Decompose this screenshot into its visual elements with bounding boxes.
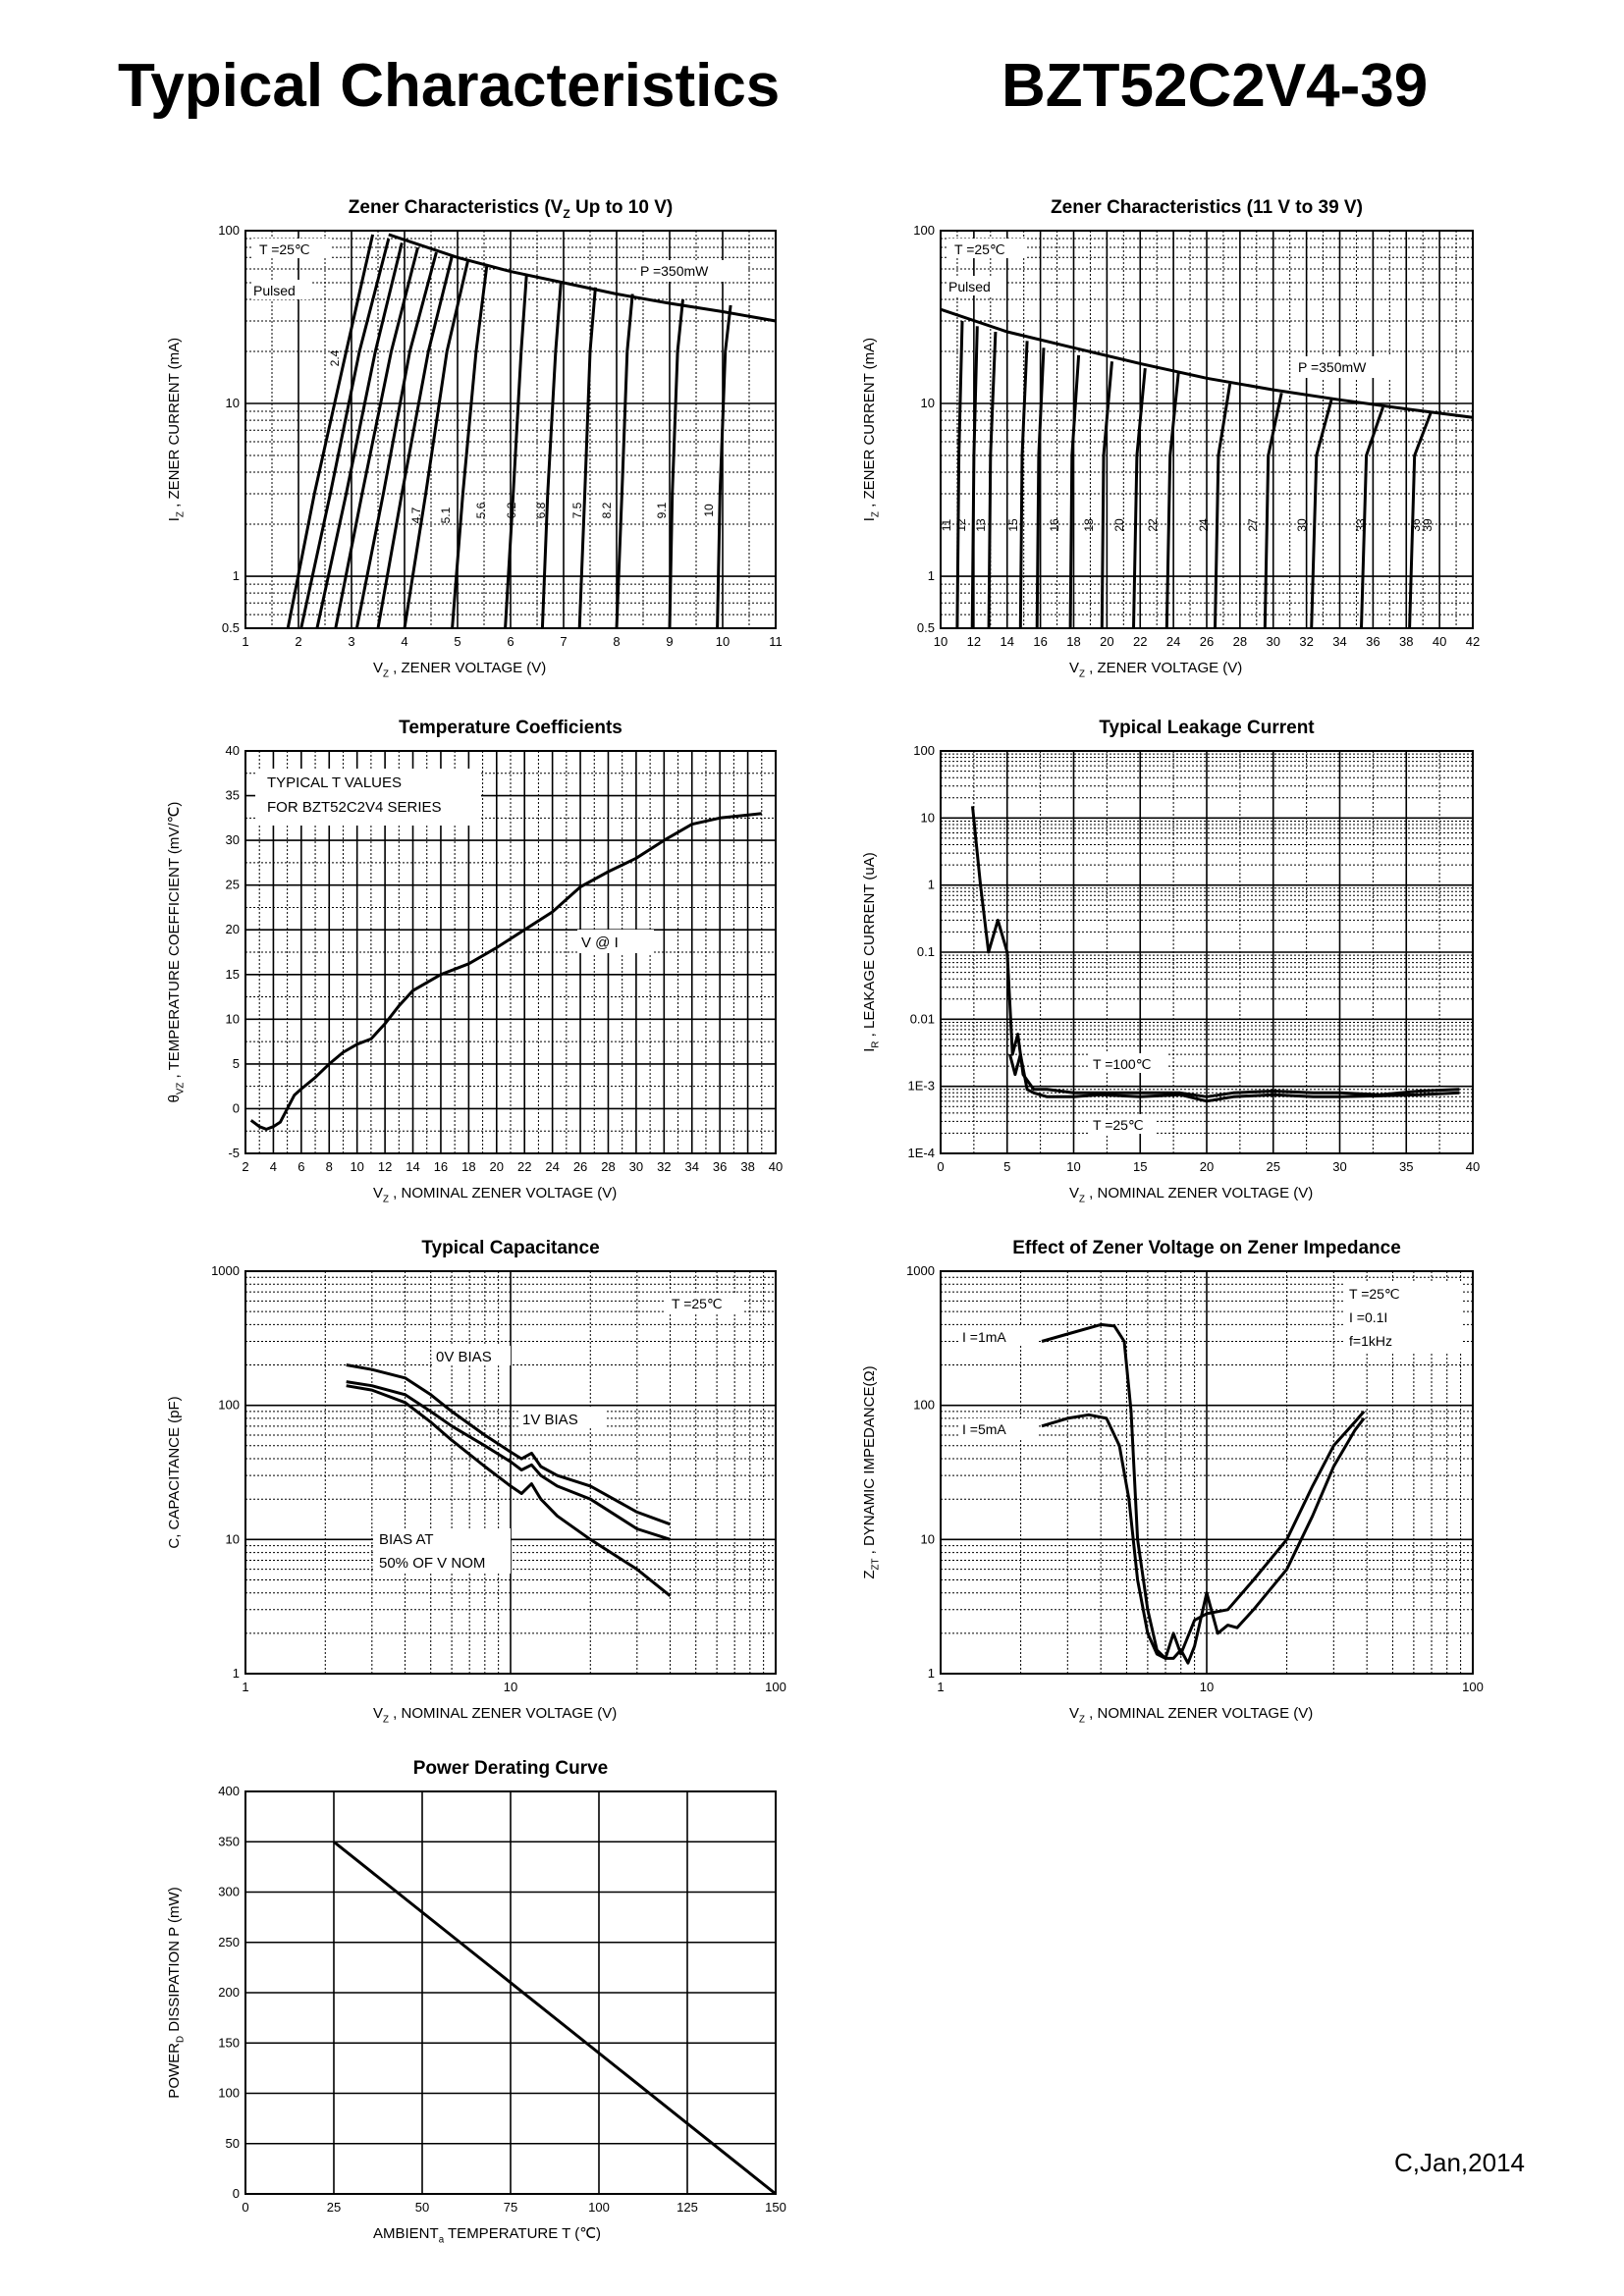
y-tick-label: 0.1: [916, 944, 935, 959]
x-tick-label: 22: [516, 1159, 532, 1174]
y-tick-label: 1E-4: [907, 1146, 935, 1160]
voltage-label: 39: [1421, 518, 1435, 532]
y-tick-label: 15: [225, 966, 240, 982]
x-tick-label: 10: [503, 1680, 518, 1694]
y-tick-label: 250: [218, 1934, 240, 1949]
chart-zener-low: [166, 197, 783, 680]
x-tick-label: 18: [1066, 634, 1081, 649]
y-tick-label: 1000: [211, 1263, 240, 1278]
x-tick-label: 12: [377, 1159, 393, 1174]
x-tick-label: 42: [1465, 634, 1481, 649]
voltage-label: 18: [1082, 518, 1096, 532]
chart-title: Typical Leakage Current: [1099, 718, 1315, 738]
chart-title: Power Derating Curve: [412, 1758, 609, 1779]
y-tick-label: 1: [232, 1666, 240, 1681]
part-number: BZT52C2V4-39: [1001, 52, 1429, 120]
voltage-label: 36: [1409, 518, 1423, 532]
x-tick-label: 10: [1066, 1159, 1081, 1174]
annotation-pulsed: Pulsed: [948, 279, 991, 294]
y-tick-label: 100: [218, 1397, 240, 1413]
annotation-25c: T =25℃: [1093, 1117, 1144, 1133]
series-line: [957, 321, 962, 628]
y-tick-label: 0: [232, 2186, 240, 2201]
x-tick-label: 18: [461, 1159, 476, 1174]
chart-title: Zener Characteristics ($V_Z$ Up to 10 V): [348, 197, 674, 221]
y-tick-label: 30: [225, 832, 240, 848]
y-axis-label: $I_Z$ , ZENER CURRENT (mA): [861, 337, 882, 522]
y-tick-label: 1: [927, 568, 935, 584]
y-tick-label: 1000: [906, 1263, 935, 1278]
y-tick-label: 1: [927, 1666, 935, 1681]
x-tick-label: 20: [489, 1159, 505, 1174]
y-tick-label: 300: [218, 1884, 240, 1899]
annotation-typical: TYPICAL T VALUES: [267, 774, 402, 791]
annotation-pulsed: Pulsed: [253, 283, 296, 298]
x-axis-label: $V_Z$ , NOMINAL ZENER VOLTAGE (V): [373, 1705, 618, 1726]
voltage-label: 13: [974, 518, 988, 532]
chart-temp-coeff: [166, 718, 783, 1205]
annotation-1ma: I =1mA: [962, 1329, 1006, 1345]
y-tick-label: 10: [225, 1531, 240, 1547]
voltage-label: 6.2: [505, 502, 518, 519]
annotation-pd: P =350mW: [1298, 359, 1367, 375]
y-tick-label: 35: [225, 787, 240, 803]
x-tick-label: 14: [1000, 634, 1014, 649]
revision-date: C,Jan,2014: [1394, 2148, 1525, 2177]
series-line: [347, 1365, 671, 1524]
x-tick-label: 10: [933, 634, 948, 649]
series-line: [579, 288, 595, 628]
x-tick-label: 40: [1465, 1159, 1481, 1174]
chart-impedance: [861, 1238, 1484, 1726]
series-line: [356, 252, 436, 628]
y-tick-label: 1E-3: [907, 1078, 935, 1094]
series-line: [334, 1842, 776, 2194]
annotation-50pct: 50% OF V NOM: [379, 1555, 486, 1572]
x-tick-label: 28: [1232, 634, 1248, 649]
x-tick-label: 35: [1399, 1159, 1414, 1174]
chart-zener-high: [861, 197, 1480, 680]
x-tick-label: 5: [1003, 1159, 1011, 1174]
voltage-label: 6.8: [534, 502, 548, 519]
annotation-pd: P =350mW: [640, 263, 709, 279]
x-tick-label: 38: [740, 1159, 755, 1174]
x-tick-label: 30: [1332, 1159, 1347, 1174]
x-tick-label: 4: [401, 634, 408, 649]
y-tick-label: 100: [913, 743, 935, 758]
x-tick-label: 24: [545, 1159, 560, 1174]
y-tick-label: 10: [920, 396, 935, 411]
series-line: [1362, 407, 1383, 628]
series-line: [972, 326, 977, 628]
x-tick-label: 20: [1100, 634, 1114, 649]
annotation-iz: I =0.1I: [1349, 1309, 1388, 1325]
y-tick-label: 100: [218, 223, 240, 238]
y-tick-label: 150: [218, 2035, 240, 2051]
y-tick-label: 10: [920, 1531, 935, 1547]
x-tick-label: 15: [1133, 1159, 1148, 1174]
x-axis-label: $V_Z$ , ZENER VOLTAGE (V): [373, 660, 547, 680]
y-axis-label: $I_R$ , LEAKAGE CURRENT (uA): [861, 852, 882, 1052]
series-line: [670, 299, 683, 628]
y-axis-label: C, CAPACITANCE (pF): [166, 1396, 183, 1549]
voltage-label: 12: [954, 518, 968, 532]
x-tick-label: 32: [657, 1159, 672, 1174]
y-tick-label: 5: [232, 1055, 240, 1071]
x-tick-label: 30: [628, 1159, 644, 1174]
y-tick-label: 350: [218, 1834, 240, 1849]
x-tick-label: 1: [242, 634, 249, 649]
x-tick-label: 24: [1165, 634, 1181, 649]
x-tick-label: 10: [350, 1159, 364, 1174]
y-tick-label: 100: [913, 223, 935, 238]
y-tick-label: 20: [225, 922, 240, 937]
x-tick-label: 25: [326, 2200, 342, 2215]
x-tick-label: 28: [601, 1159, 616, 1174]
x-tick-label: 2: [242, 1159, 249, 1174]
annotation-5ma: I =5mA: [962, 1421, 1006, 1437]
x-tick-label: 100: [1462, 1680, 1484, 1694]
chart-title: Typical Capacitance: [421, 1238, 600, 1258]
annotation-ta: T =25℃: [954, 241, 1005, 257]
chart-leakage: [861, 718, 1480, 1205]
x-tick-label: 22: [1133, 634, 1148, 649]
x-tick-label: 34: [1332, 634, 1347, 649]
x-tick-label: 32: [1299, 634, 1314, 649]
voltage-label: 33: [1354, 518, 1368, 532]
annotation-ta: T =25℃: [672, 1296, 723, 1311]
y-tick-label: 25: [225, 877, 240, 892]
annotation-bias-at: BIAS AT: [379, 1531, 434, 1548]
series-line: [336, 247, 418, 628]
x-axis-label: $V_Z$ , NOMINAL ZENER VOLTAGE (V): [1069, 1185, 1314, 1205]
annotation-vz-izt: V @ I: [581, 934, 619, 951]
x-tick-label: 16: [1033, 634, 1048, 649]
x-tick-label: 10: [715, 634, 731, 649]
x-tick-label: 4: [269, 1159, 278, 1174]
x-tick-label: 36: [1366, 634, 1380, 649]
y-tick-label: 10: [225, 1011, 240, 1027]
voltage-label: 5.6: [474, 502, 488, 519]
voltage-label: 11: [940, 518, 953, 532]
y-tick-label: 0.5: [221, 620, 240, 635]
chart-title: Effect of Zener Voltage on Zener Impedance: [1012, 1238, 1401, 1258]
annotation-series: FOR BZT52C2V4 SERIES: [267, 799, 442, 816]
x-axis-label: $V_Z$ , ZENER VOLTAGE (V): [1069, 660, 1243, 680]
voltage-label: 8.2: [600, 502, 614, 519]
voltage-label: 10: [702, 504, 716, 517]
series-line: [251, 814, 762, 1130]
x-axis-label: $AMBIENT_a$ TEMPERATURE T (℃): [373, 2225, 602, 2246]
y-axis-label: $Z_{ZT}$ , DYNAMIC IMPEDANCE(Ω): [861, 1365, 882, 1579]
y-tick-label: 1: [927, 877, 935, 892]
x-axis-label: $V_Z$ , NOMINAL ZENER VOLTAGE (V): [373, 1185, 618, 1205]
x-tick-label: 26: [572, 1159, 588, 1174]
series-line: [1312, 400, 1331, 628]
x-tick-label: 34: [684, 1159, 699, 1174]
chart-capacitance: [166, 1238, 786, 1726]
voltage-label: 20: [1112, 518, 1126, 532]
voltage-label: 2.4: [328, 349, 342, 367]
x-tick-label: 8: [613, 634, 621, 649]
y-axis-label: $I_Z$ , ZENER CURRENT (mA): [166, 337, 187, 522]
voltage-label: 27: [1246, 518, 1260, 532]
x-tick-label: 1: [937, 1680, 945, 1694]
voltage-label: 15: [1006, 518, 1020, 532]
x-tick-label: 0: [937, 1159, 945, 1174]
chart-derating: [166, 1758, 786, 2246]
y-tick-label: 10: [225, 396, 240, 411]
x-tick-label: 30: [1266, 634, 1280, 649]
series-line: [506, 276, 527, 628]
x-tick-label: 38: [1399, 634, 1414, 649]
y-tick-label: 40: [225, 743, 240, 758]
y-tick-label: 100: [913, 1397, 935, 1413]
x-tick-label: 25: [1266, 1159, 1280, 1174]
y-tick-label: 0.01: [909, 1011, 935, 1027]
x-tick-label: 125: [677, 2200, 698, 2215]
annotation-freq: f=1kHz: [1349, 1333, 1392, 1349]
x-tick-label: 5: [454, 634, 461, 649]
x-tick-label: 26: [1199, 634, 1215, 649]
x-tick-label: 75: [503, 2200, 518, 2215]
x-tick-label: 11: [769, 634, 783, 649]
y-tick-label: 1: [232, 568, 240, 584]
voltage-label: 16: [1048, 518, 1061, 532]
series-line: [1134, 368, 1146, 628]
series-line: [718, 305, 731, 628]
voltage-label: 4.7: [409, 507, 423, 524]
y-axis-label: $\theta_{VZ}$ , TEMPERATURE COEFFICIENT (mV/℃): [166, 801, 187, 1103]
voltage-label: 30: [1295, 518, 1309, 532]
y-tick-label: 10: [920, 810, 935, 826]
page-title: Typical Characteristics: [118, 52, 781, 120]
x-tick-label: 6: [298, 1159, 305, 1174]
y-tick-label: 0.5: [916, 620, 935, 635]
voltage-label: 7.5: [570, 502, 584, 519]
x-tick-label: 40: [768, 1159, 784, 1174]
x-tick-label: 1: [242, 1680, 249, 1694]
y-tick-label: 50: [225, 2135, 240, 2151]
x-tick-label: 36: [712, 1159, 728, 1174]
x-tick-label: 12: [966, 634, 982, 649]
annotation-1v: 1V BIAS: [522, 1412, 578, 1428]
annotation-0v: 0V BIAS: [436, 1349, 492, 1365]
x-tick-label: 9: [666, 634, 674, 649]
x-tick-label: 40: [1432, 634, 1447, 649]
x-tick-label: 100: [765, 1680, 786, 1694]
annotation-ta: T =25℃: [259, 241, 310, 257]
x-tick-label: 16: [433, 1159, 449, 1174]
voltage-label: 5.1: [439, 507, 453, 524]
y-axis-label: $POWER_D$ DISSIPATION P (mW): [166, 1887, 187, 2099]
x-tick-label: 0: [242, 2200, 249, 2215]
x-axis-label: $V_Z$ , NOMINAL ZENER VOLTAGE (V): [1069, 1705, 1314, 1726]
x-tick-label: 6: [507, 634, 514, 649]
y-tick-label: 400: [218, 1784, 240, 1798]
x-tick-label: 2: [295, 634, 302, 649]
x-tick-label: 7: [560, 634, 568, 649]
voltage-label: 22: [1146, 518, 1160, 532]
x-tick-label: 50: [414, 2200, 430, 2215]
x-tick-label: 8: [325, 1159, 333, 1174]
series-line: [617, 294, 632, 629]
chart-title: Zener Characteristics (11 V to 39 V): [1051, 197, 1363, 218]
x-tick-label: 20: [1199, 1159, 1215, 1174]
x-tick-label: 100: [588, 2200, 610, 2215]
annotation-ta: T =25℃: [1349, 1286, 1400, 1302]
chart-title: Temperature Coefficients: [399, 718, 623, 738]
x-tick-label: 14: [406, 1159, 420, 1174]
voltage-label: 9.1: [655, 502, 669, 519]
y-tick-label: 200: [218, 1985, 240, 2000]
annotation-100c: T =100℃: [1093, 1056, 1152, 1072]
voltage-label: 24: [1197, 518, 1211, 532]
y-tick-label: 0: [232, 1100, 240, 1116]
x-tick-label: 150: [765, 2200, 786, 2215]
x-tick-label: 3: [348, 634, 355, 649]
y-tick-label: -5: [228, 1146, 240, 1160]
y-tick-label: 100: [218, 2085, 240, 2101]
x-tick-label: 10: [1199, 1680, 1215, 1694]
series-line: [1070, 355, 1079, 628]
